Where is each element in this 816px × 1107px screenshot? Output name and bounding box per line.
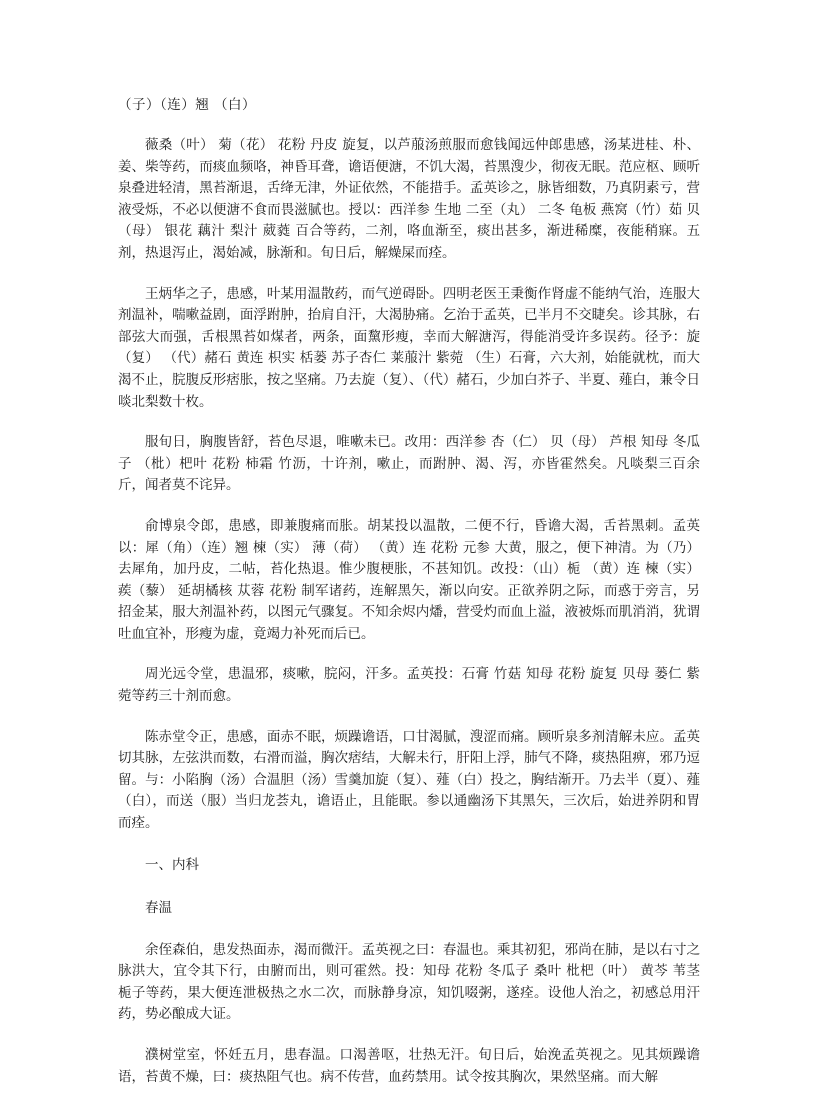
paragraph: 服旬日，胸腹皆舒，苔色尽退，唯嗽未已。改用：西洋参 杏（仁） 贝（母） 芦根 知母 冬瓜子 （枇）杷叶 花粉 柿霜 竹沥，十许剂，嗽止，而跗肿、渴、泻，亦皆霍然矣。凡啖梨三百余斤，闻者莫不诧异。: [118, 434, 700, 494]
paragraph: 陈赤堂令正，患感，面赤不眠，烦躁谵语，口甘渴腻，溲涩而痛。顾听泉多剂清解未应。孟英切其脉，左弦洪而数，右滑而溢，胸次痞结，大解未行，肝阳上浮，肺气不降，痰热阻痹，邪乃逗留。与：小陷胸（汤）合温胆（汤）雪羹加旋（复）、薤（白）投之，胸结渐开。乃去半（夏）、薤（白），而送（服）当归龙荟丸，谵语止，且能眠。参以通幽汤下其黑矢，三次后，始进养阴和胃而痊。: [118, 728, 700, 832]
subsection-heading: 春温: [145, 899, 172, 916]
paragraph: 濮树堂室，怀妊五月，患春温。口渴善呕，壮热无汗。旬日后，始浼孟英视之。见其烦躁谵语，苔黄不燥，曰：痰热阻气也。病不传营，血药禁用。试令按其胸次，果然坚痛。而大解: [118, 1047, 700, 1085]
top-line: （子）（连）翘 （白）: [118, 97, 257, 113]
paragraph: 余侄森伯，患发热面赤，渴而微汗。孟英视之曰：春温也。乘其初犯，邪尚在肺，是以右寸之脉洪大，宜令其下行，由腑而出，则可霍然。投：知母 花粉 冬瓜子 桑叶 枇杷（叶） 黄芩 苇茎 栀子等药，果大便连泄极热之水二次，而脉静身凉，知饥啜粥，遂痊。设他人治之，初感总用汗药，势必酿成大证。: [118, 941, 700, 1023]
paragraph: 俞博泉令郎，患感，即兼腹痛而胀。胡某投以温散，二便不行，昏谵大渴，舌苔黑刺。孟英以：犀（角）（连）翘 楝（实） 薄（荷） （黄）连 花粉 元参 大黄，服之，便下神清。为（乃）去犀角，加丹皮，二帖，苔化热退。惟少腹梗胀，不甚知饥。改投：（山）栀 （黄）连 楝（实） 蒺（藜） 延胡橘核 苁蓉 花粉 制军诸药，连解黑矢，渐以向安。正欲养阴之际，而惑于旁言，另招金某，服大剂温补药，以图元气骤复。不知余烬内燔，营受灼而血上溢，液被烁而肌消消，犹谓吐血宜补，形瘦为虚，竟竭力补死而后已。: [118, 517, 700, 642]
paragraph: 薇桑（叶） 菊（花） 花粉 丹皮 旋复，以芦菔汤煎服而愈钱闻远仲郎患感，汤某进桂、朴、姜、柴等药，而痰血频咯，神昏耳聋，谵语便溏，不饥大渴，苔黑溲少，彻夜无眠。范应枢、顾听泉叠进轻清，黑苔渐退，舌绛无津，外证依然，不能措手。孟英诊之，脉皆细数，乃真阴素亏，营液受烁，不必以便溏不食而畏滋腻也。授以：西洋参 生地 二至（丸） 二冬 龟板 燕窝（竹）茹 贝（母） 银花 藕汁 梨汁 葳蕤 百合等药，二剂，咯血渐至，痰出甚多，渐进稀糜，夜能稍寐。五剂，热退泻止，渴始减，脉渐和。旬日后，解燥屎而痊。: [118, 137, 700, 261]
paragraph: 周光远令堂，患温邪，痰嗽，脘闷，汗多。孟英投：石膏 竹菇 知母 花粉 旋复 贝母 蒌仁 紫菀等药三十剂而愈。: [118, 666, 700, 705]
paragraph: 王炳华之子，患感，叶某用温散药，而气逆碍卧。四明老医王秉衡作肾虚不能纳气治，连服大剂温补，喘嗽益剧，面浮跗肿，抬肩自汗，大渴胁痛。乞治于孟英，已半月不交睫矣。诊其脉，右部弦大而强，舌根黑苔如煤者，两条，面黧形瘦，幸而大解溏泻，得能消受许多误药。径予：旋（复） （代）赭石 黄连 枳实 栝蒌 苏子杏仁 莱菔汁 紫菀 （生）石膏，六大剂，始能就枕，而大渴不止，脘腹反形痞胀，按之坚痛。乃去旋（复）、（代）赭石，少加白芥子、半夏、薤白，兼令日啖北梨数十枚。: [118, 285, 700, 410]
section-heading: 一、内科: [145, 856, 199, 873]
document-page: [118, 94, 700, 1107]
